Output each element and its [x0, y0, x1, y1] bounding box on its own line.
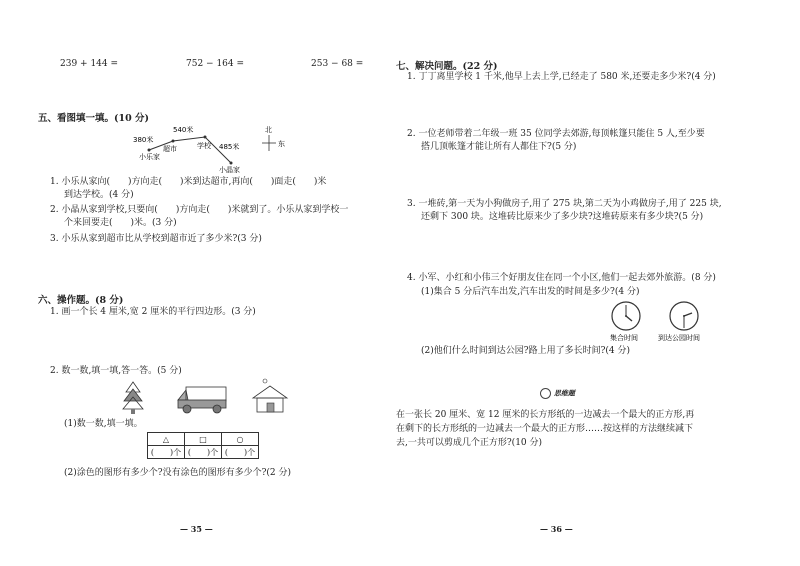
magnifier-icon: [540, 388, 551, 399]
calc-1: 239 + 144 =: [60, 59, 119, 69]
section-5-title: 五、看图填一填。(10 分): [38, 113, 150, 124]
sec7-q4-sub2: (2)他们什么时间到达公园?路上用了多长时间?(4 分): [421, 346, 631, 356]
house-icon: [253, 379, 287, 412]
clock-icon-gather: [612, 302, 640, 330]
sec5-q2-line2: 个来回要走( )米。(3 分): [64, 218, 177, 228]
sec7-q4: 4. 小军、小红和小伟三个好朋友住在同一个小区,他们一起去郊外旅游。(8 分): [407, 273, 716, 283]
sec7-q2-line2: 搭几顶帐篷才能让所有人都住下?(5 分): [421, 142, 577, 152]
section-7-title: 七、解决问题。(22 分): [396, 61, 498, 72]
label-market: 超市: [163, 145, 177, 153]
header-triangle: △: [148, 433, 185, 446]
header-circle: ○: [222, 433, 259, 446]
sec5-q2-line1: 2. 小晶从家到学校,只要向( )方向走( )米就到了。小乐从家到学校一: [50, 205, 349, 215]
clocks: [604, 298, 714, 346]
shape-pictures: [120, 378, 300, 420]
sec6-q2: 2. 数一数,填一填,答一答。(5 分): [50, 366, 182, 376]
sec7-q2-line1: 2. 一位老师带着二年级一班 35 位同学去郊游,每顶帐篷只能住 5 人,至少要: [407, 129, 705, 139]
puzzle-label: 思维题: [553, 388, 575, 398]
puzzle-badge: [540, 388, 575, 399]
count-square[interactable]: ( )个: [185, 446, 222, 459]
sec6-sub2: (2)涂色的图形有多少个?没有涂色的图形有多少个?(2 分): [64, 468, 292, 478]
header-square: □: [185, 433, 222, 446]
page-number-35: — 35 —: [180, 524, 213, 534]
compass-east: 东: [278, 140, 285, 148]
route-map: [125, 123, 290, 173]
clock-label-gather: 集合时间: [610, 334, 638, 342]
calc-2: 752 − 164 =: [186, 59, 245, 69]
shape-count-table: [147, 432, 259, 459]
compass-north: 北: [265, 126, 272, 134]
sec5-q3: 3. 小乐从家到超市比从学校到超市近了多少米?(3 分): [50, 234, 262, 244]
sec5-q1-line1: 1. 小乐从家向( )方向走( )米到达超市,再向( )面走( )米: [50, 177, 327, 187]
distance-540: 540米: [173, 126, 194, 134]
sec7-q3-line2: 还剩下 300 块。这堆砖比原来少了多少块?这堆砖原来有多少块?(5 分): [421, 212, 704, 222]
sec6-q1: 1. 画一个长 4 厘米,宽 2 厘米的平行四边形。(3 分): [50, 307, 256, 317]
count-triangle[interactable]: ( )个: [148, 446, 185, 459]
puzzle-line2: 在剩下的长方形纸的一边减去一个最大的正方形……按这样的方法继续减下: [396, 424, 694, 434]
label-jing-home: 小晶家: [219, 166, 240, 173]
section-6-title: 六、操作题。(8 分): [38, 295, 124, 306]
sec7-q1: 1. 丁丁离里学校 1 千米,他早上去上学,已经走了 580 米,还要走多少米?(4 分): [407, 72, 716, 82]
distance-380: 380米: [133, 136, 154, 144]
label-home: 小乐家: [139, 153, 160, 161]
page-number-36: — 36 —: [540, 524, 573, 534]
label-school: 学校: [197, 142, 211, 150]
sec7-q4-sub1: (1)集合 5 分后汽车出发,汽车出发的时间是多少?(4 分): [421, 287, 640, 297]
clock-label-arrive: 到达公园时间: [658, 334, 700, 342]
truck-icon: [178, 387, 226, 413]
puzzle-line1: 在一张长 20 厘米、宽 12 厘米的长方形纸的一边减去一个最大的正方形,再: [396, 410, 695, 420]
count-circle[interactable]: ( )个: [222, 446, 259, 459]
calc-3: 253 − 68 =: [311, 59, 364, 69]
puzzle-line3: 去,一共可以剪成几个正方形?(10 分): [396, 438, 543, 448]
sec7-q3-line1: 3. 一堆砖,第一天为小狗做房子,用了 275 块,第二天为小鸡做房子,用了 225 块,: [407, 199, 722, 209]
tree-icon: [123, 382, 143, 414]
distance-485: 485米: [219, 143, 240, 151]
sec5-q1-line2: 到达学校。(4 分): [64, 190, 134, 200]
sec6-sub1: (1)数一数,填一填。: [64, 419, 143, 429]
clock-icon-arrive: [670, 302, 698, 330]
